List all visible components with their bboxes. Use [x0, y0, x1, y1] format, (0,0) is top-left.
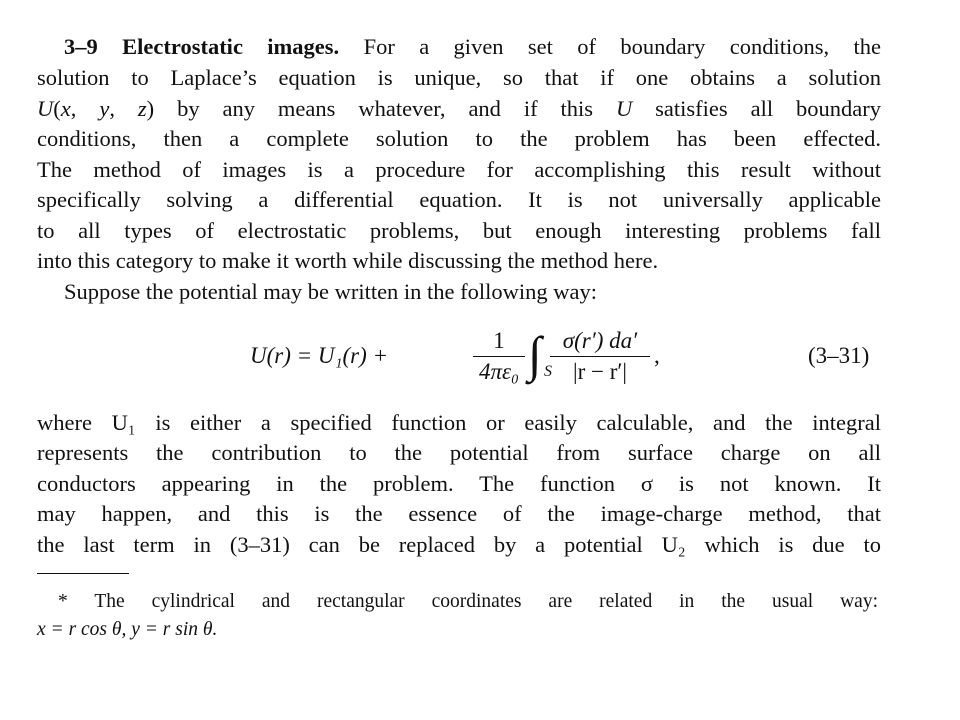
body-text: For a given set of boundary conditions, the [363, 34, 882, 59]
body-line: solution to Laplace’s equation is unique, so that if one obtains a solution [37, 65, 881, 90]
equation-number: (3–31) [808, 343, 870, 368]
footnote-line: * The cylindrical and rectangular coordinates are related in the usual way: [58, 591, 878, 612]
body-line: conductors appearing in the problem. The function σ is not known. It [37, 471, 881, 496]
fraction-denominator: 4πε₀ [478, 359, 520, 384]
fraction-denominator: |r − r′| [572, 359, 628, 384]
fraction-numerator: σ(r′) da′ [562, 328, 638, 353]
equation-fraction-integrand [550, 327, 650, 386]
equation-fraction-prefactor [473, 327, 525, 386]
section-number: 3–9 [64, 34, 98, 59]
integral-sign: ∫ [528, 326, 542, 382]
body-line: to all types of electrostatic problems, but enough interesting problems fall [37, 218, 881, 243]
equation-3-31 [250, 327, 890, 389]
integral-subscript: S [544, 363, 552, 380]
body-line: the last term in (3–31) can be replaced by a potential U₂ which is due to [37, 532, 881, 557]
body-line: represents the contribution to the potential from surface charge on all [37, 440, 881, 465]
suppose-line: Suppose the potential may be written in the following way: [64, 279, 598, 304]
body-line: conditions, then a complete solution to the problem has been effected. [37, 126, 881, 151]
body-line: may happen, and this is the essence of the image-charge method, that [37, 501, 881, 526]
body-line: specifically solving a differential equation. It is not universally applicable [37, 187, 881, 212]
equation-comma: , [654, 343, 660, 368]
body-line: into this category to make it worth while discussing the method here. [37, 248, 659, 273]
fraction-bar [473, 356, 525, 357]
section-first-line [64, 34, 881, 60]
footnote-line: x = r cos θ, y = r sin θ. [37, 619, 218, 640]
body-line: The method of images is a procedure for accomplishing this result without [37, 157, 881, 182]
section-heading: Electrostatic images. [122, 34, 340, 59]
body-line: where U₁ is either a specified function or easily calculable, and the integral [37, 410, 881, 435]
fraction-numerator: 1 [493, 328, 505, 353]
equation-lhs: U(r) = U₁(r) + [250, 343, 389, 368]
footnote-rule [37, 573, 129, 574]
body-line: U(x, y, z) by any means whatever, and if this U satisfies all boundary [37, 96, 881, 121]
fraction-bar [550, 356, 650, 357]
